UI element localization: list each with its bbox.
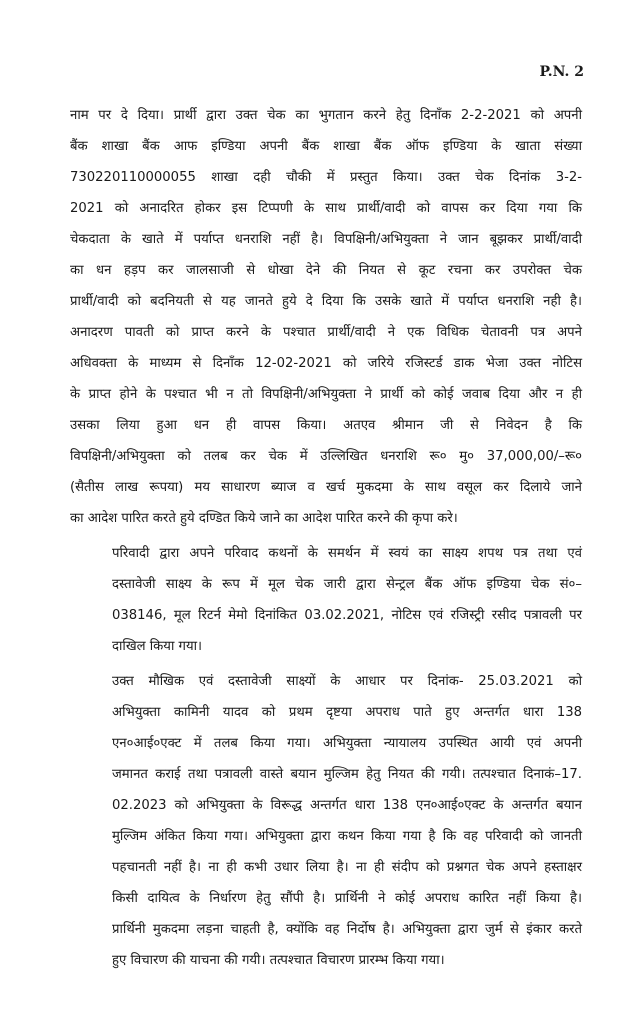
text-line: प्रार्थिनी मुकदमा लड़ना चाहती है, क्योंकि वह निर्दोष है। अभियुक्ता द्वारा जुर्म से इंकार करते	[112, 922, 582, 937]
paragraph-2	[70, 538, 582, 662]
text-line: का धन हड़प कर जालसाजी से धोखा देने की नियत से कूट रचना कर उपरोक्त चेक	[70, 263, 582, 278]
text-line: 2021 को अनादरित होकर इस टिप्पणी के साथ प्रार्थी/वादी को वापस कर दिया गया कि	[70, 201, 582, 216]
text-line: बैंक शाखा बैंक आफ इण्डिया अपनी बैंक शाखा बैंक ऑफ इण्डिया के खाता संख्या	[70, 139, 582, 154]
text-line: का आदेश पारित करते हुये दण्डित किये जाने का आदेश पारित करने की कृपा करे।	[70, 511, 458, 526]
text-line: प्रार्थी/वादी को बदनियती से यह जानते हुये दे दिया कि उसके खाते में पर्याप्त धनराशि नही है।	[70, 294, 582, 309]
text-line: अभियुक्ता कामिनी यादव को प्रथम दृष्टया अपराध पाते हुए अन्तर्गत धारा 138	[112, 705, 582, 720]
text-line: उक्त मौखिक एवं दस्तावेजी साक्ष्यों के आधार पर दिनांक- 25.03.2021 को	[112, 674, 582, 689]
text-line: परिवादी द्वारा अपने परिवाद कथनों के समर्थन में स्वयं का साक्ष्य शपथ पत्र तथा एवं	[112, 546, 582, 561]
page-number: P.N. 2	[539, 64, 584, 80]
text-line: 02.2023 को अभियुक्ता के विरूद्ध अन्तर्गत धारा 138 एन०आई०एक्ट के अन्तर्गत बयान	[112, 798, 582, 813]
text-line: अनादरण पावती को प्राप्त करने के पश्चात प्रार्थी/वादी ने एक विधिक चेतावनी पत्र अपने	[70, 325, 582, 340]
text-line: एन०आई०एक्ट में तलब किया गया। अभियुक्ता न्यायालय उपस्थित आयी एवं अपनी	[112, 736, 582, 751]
text-line: किसी दायित्व के निर्धारण हेतु सौंपी है। प्रार्थिनी ने कोई अपराध कारित नहीं किया है।	[112, 891, 582, 906]
text-line: अधिवक्ता के माध्यम से दिनाँक 12-02-2021 को जरिये रजिस्टर्ड डाक भेजा उक्त नोटिस	[70, 356, 582, 371]
text-line: उसका लिया हुआ धन ही वापस किया। अतएव श्रीमान जी से निवेदन है कि	[70, 418, 582, 433]
text-line: (सैतीस लाख रूपया) मय साधारण ब्याज व खर्च मुकदमा के साथ वसूल कर दिलाये जाने	[70, 480, 582, 495]
text-line: पहचानती नहीं है। ना ही कभी उधार लिया है। ना ही संदीप को प्रश्नगत चेक अपने हस्ताक्षर	[112, 860, 582, 875]
text-line: मुल्जिम अंकित किया गया। अभियुक्ता द्वारा कथन किया गया है कि वह परिवादी को जानती	[112, 829, 582, 844]
text-line: के प्राप्त होने के पश्चात भी न तो विपक्षिनी/अभियुक्ता ने प्रार्थी को कोई जवाब दिया और न ही	[70, 387, 582, 402]
paragraph-1	[70, 100, 582, 534]
text-line: हुए विचारण की याचना की गयी। तत्पश्चात विचारण प्रारम्भ किया गया।	[112, 953, 445, 968]
text-line: 730220110000055 शाखा दही चौकी में प्रस्तुत किया। उक्त चेक दिनांक 3-2-	[70, 170, 582, 185]
text-line: नाम पर दे दिया। प्रार्थी द्वारा उक्त चेक का भुगतान करने हेतु दिनाँक 2-2-2021 को अपनी	[70, 108, 582, 123]
text-line: 038146, मूल रिटर्न मेमो दिनांकित 03.02.2021, नोटिस एवं रजिस्ट्री रसीद पत्रावली पर	[112, 608, 582, 623]
text-line: दस्तावेजी साक्ष्य के रूप में मूल चेक जारी द्वारा सेन्ट्रल बैंक ऑफ इण्डिया चेक सं०–	[112, 577, 582, 592]
text-line: दाखिल किया गया।	[112, 639, 203, 654]
text-line: जमानत कराई तथा पत्रावली वास्ते बयान मुल्जिम हेतु नियत की गयी। तत्पश्चात दिनाकं–17.	[112, 767, 582, 782]
paragraph-3	[70, 666, 582, 976]
text-line: चेकदाता के खाते में पर्याप्त धनराशि नहीं है। विपक्षिनी/अभियुक्ता ने जान बूझकर प्रार्थी/वादी	[70, 232, 582, 247]
document-body	[70, 100, 582, 976]
text-line: विपक्षिनी/अभियुक्ता को तलब कर चेक में उल्लिखित धनराशि रू० मु० 37,000,00/–रू०	[70, 449, 582, 464]
